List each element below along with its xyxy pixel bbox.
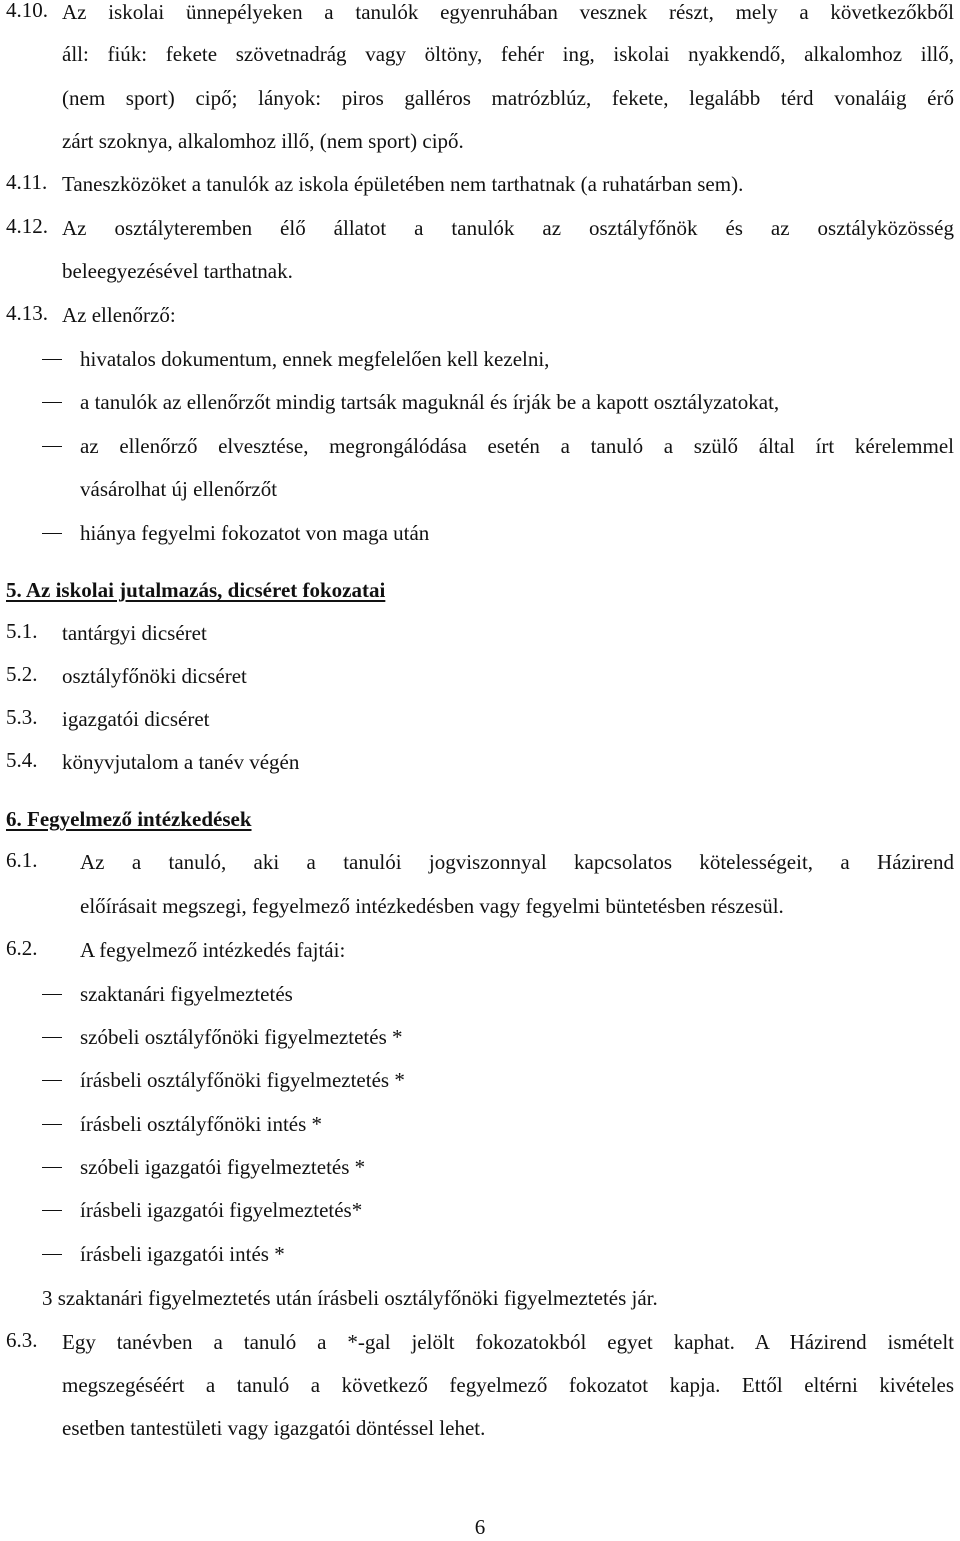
item-6-2-intro: A fegyelmező intézkedés fajtái: [80,938,346,962]
item-4-11-text: Taneszközöket a tanulók az iskola épületében nem tarthatnak (a ruhatárban sem). [62,172,744,196]
item-4-13-bullet-3-cont: vásárolhat új ellenőrzőt [80,477,278,501]
dash-bullet [42,1037,62,1038]
item-4-13-bullet-4: hiánya fegyelmi fokozatot von maga után [80,521,430,545]
item-5-3-number: 5.3. [6,705,38,729]
item-6-1-line-2: előírásait megszegi, fegyelmező intézkedésben vagy fegyelmi büntetésben részesül. [80,894,784,918]
item-5-4-number: 5.4. [6,748,38,772]
item-6-2-bullet-7: írásbeli igazgatói intés * [80,1242,285,1266]
item-6-2-bullet-6: írásbeli igazgatói figyelmeztetés* [80,1198,363,1222]
dash-bullet [42,1124,62,1125]
dash-bullet [42,1254,62,1255]
item-5-4-text: könyvjutalom a tanév végén [62,750,300,774]
item-5-3-text: igazgatói dicséret [62,707,210,731]
dash-bullet [42,446,62,447]
item-6-3-line-1: Egy tanévben a tanuló a *-gal jelölt fokozatokból egyet kaphat. A Házirend ismételt [62,1330,954,1354]
item-6-2-note: 3 szaktanári figyelmeztetés után írásbeli osztályfőnöki figyelmeztetés jár. [42,1286,658,1310]
item-4-10-line-3: (nem sport) cipő; lányok: piros galléros matrózblúz, fekete, legalább térd vonaláig érő [62,86,954,110]
section-6-heading: 6. Fegyelmező intézkedések [6,807,252,831]
item-5-2-text: osztályfőnöki dicséret [62,664,247,688]
item-4-12-line-1: Az osztályteremben élő állatot a tanulók az osztályfőnök és az osztályközösség [62,216,954,240]
item-4-13-number: 4.13. [6,301,48,325]
item-6-2-number: 6.2. [6,936,38,960]
item-6-2-bullet-5: szóbeli igazgatói figyelmeztetés * [80,1155,366,1179]
dash-bullet [42,359,62,360]
item-6-3-line-2: megszegéséért a tanuló a következő fegyelmező fokozatot kapja. Ettől eltérni kivételes [62,1373,954,1397]
item-4-12-line-2: beleegyezésével tarthatnak. [62,259,293,283]
item-6-3-number: 6.3. [6,1328,38,1352]
item-4-13-bullet-3: az ellenőrző elvesztése, megrongálódása esetén a tanuló a szülő által írt kérelemmel [80,434,954,458]
item-6-2-bullet-2: szóbeli osztályfőnöki figyelmeztetés * [80,1025,403,1049]
item-6-1-number: 6.1. [6,848,38,872]
item-5-1-text: tantárgyi dicséret [62,621,207,645]
dash-bullet [42,1167,62,1168]
item-5-1-number: 5.1. [6,619,38,643]
item-4-10-line-2: áll: fiúk: fekete szövetnadrág vagy öltöny, fehér ing, iskolai nyakkendő, alkalomhoz illő, [62,42,954,66]
dash-bullet [42,1210,62,1211]
dash-bullet [42,533,62,534]
dash-bullet [42,1080,62,1081]
item-4-12-number: 4.12. [6,214,48,238]
page-number: 6 [474,1515,486,1539]
dash-bullet [42,402,62,403]
section-5-heading: 5. Az iskolai jutalmazás, dicséret fokozatai [6,578,386,602]
item-5-2-number: 5.2. [6,662,38,686]
item-4-10-line-4: zárt szoknya, alkalomhoz illő, (nem sport) cipő. [62,129,464,153]
item-6-2-bullet-1: szaktanári figyelmeztetés [80,982,293,1006]
item-4-10-number: 4.10. [6,0,48,22]
item-4-13-bullet-1: hivatalos dokumentum, ennek megfelelően kell kezelni, [80,347,550,371]
item-4-13-intro: Az ellenőrző: [62,303,176,327]
dash-bullet [42,994,62,995]
item-4-13-bullet-2: a tanulók az ellenőrzőt mindig tartsák maguknál és írják be a kapott osztályzatokat, [80,390,780,414]
item-6-2-bullet-4: írásbeli osztályfőnöki intés * [80,1112,323,1136]
item-6-1-line-1: Az a tanuló, aki a tanulói jogviszonnyal kapcsolatos kötelességeit, a Házirend [80,850,954,874]
item-4-11-number: 4.11. [6,170,48,194]
item-6-2-bullet-3: írásbeli osztályfőnöki figyelmeztetés * [80,1068,405,1092]
item-4-10-line-1: Az iskolai ünnepélyeken a tanulók egyenruhában vesznek részt, mely a következőkből [62,0,954,24]
item-6-3-line-3: esetben tantestületi vagy igazgatói döntéssel lehet. [62,1416,486,1440]
